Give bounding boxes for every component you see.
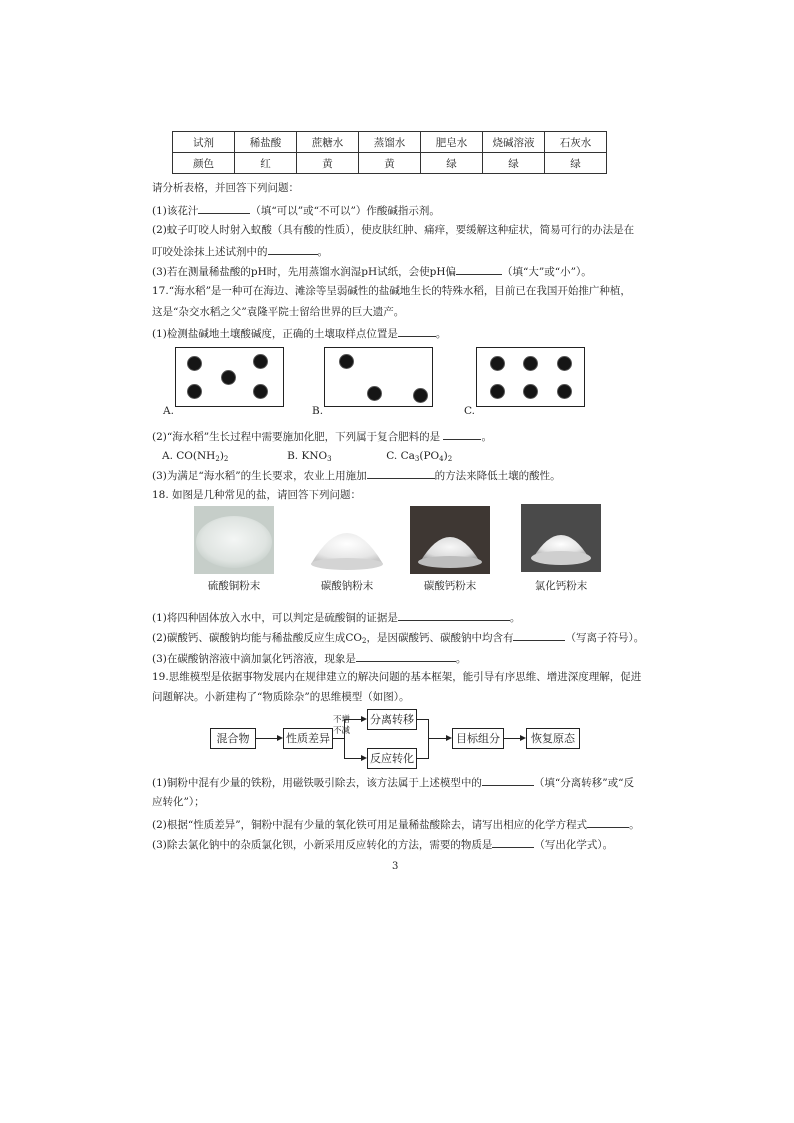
answer-blank[interactable] bbox=[398, 325, 436, 337]
sampling-point bbox=[222, 371, 235, 384]
q19-stem-line1: 19.思维模型是依据事物发展内在规律建立的解决问题的基本框架，能引导有序思维、增进深度理解，促进 bbox=[152, 671, 642, 683]
sampling-point bbox=[524, 385, 537, 398]
table-cell: 肥皂水 bbox=[421, 132, 483, 153]
fertilizer-option-b: B. $KNO_3$ bbox=[287, 450, 332, 463]
sampling-point bbox=[340, 355, 353, 368]
answer-blank[interactable] bbox=[482, 774, 534, 786]
flow-node-property-difference: 性质差异 bbox=[283, 728, 333, 749]
q16-part2-line2: 叮咬处涂抹上述试剂中的 。 bbox=[152, 243, 328, 259]
q18-part3: (3)在碳酸钠溶液中滴加氯化钙溶液，现象是 。 bbox=[152, 650, 466, 666]
q19-part1-line2: 应转化”）； bbox=[152, 796, 205, 808]
flow-node-mixture: 混合物 bbox=[210, 728, 256, 749]
sampling-diagram-b bbox=[324, 347, 433, 407]
table-cell: 颜色 bbox=[173, 153, 235, 174]
table-cell: 黄 bbox=[359, 153, 421, 174]
q17-stem-line1: 17.“海水稻”是一种可在海边、滩涂等呈弱碱性的盐碱地生长的特殊水稻，目前已在我国开始推广种植， bbox=[152, 285, 631, 297]
table-cell: 稀盐酸 bbox=[235, 132, 297, 153]
answer-blank[interactable] bbox=[398, 609, 510, 621]
option-c-label: C. bbox=[464, 405, 475, 417]
q17-part3: (3)为满足“海水稻”的生长要求，农业上用施加 的方法来降低土壤的酸性。 bbox=[152, 467, 561, 483]
sampling-point bbox=[188, 385, 201, 398]
answer-blank[interactable] bbox=[587, 816, 629, 828]
flow-node-separation-transfer: 分离转移 bbox=[367, 709, 417, 730]
q16-part2-line1: (2)蚊子叮咬人时射入蚁酸（具有酸的性质），使皮肤红肿、痛痒，要缓解这种症状，简易可行的办法是在 bbox=[152, 224, 635, 236]
q17-stem-line2: 这是“杂交水稻之父”袁隆平院士留给世界的巨大遗产。 bbox=[152, 306, 405, 318]
flow-node-restore-state: 恢复原态 bbox=[526, 728, 580, 749]
table-cell: 蒸馏水 bbox=[359, 132, 421, 153]
table-cell: 烧碱溶液 bbox=[483, 132, 545, 153]
flow-node-reaction-conversion: 反应转化 bbox=[367, 748, 417, 769]
flow-note-no-add: 不增 bbox=[333, 715, 351, 725]
answer-blank[interactable] bbox=[268, 243, 318, 255]
caption-copper-sulfate: 硫酸铜粉末 bbox=[207, 580, 261, 592]
sampling-point bbox=[558, 385, 571, 398]
table-cell: 绿 bbox=[421, 153, 483, 174]
sampling-point bbox=[254, 385, 267, 398]
page-number: 3 bbox=[392, 861, 399, 872]
answer-blank[interactable] bbox=[198, 202, 250, 214]
flow-connector bbox=[428, 719, 429, 759]
q16-part3: (3)若在测量稀盐酸的pH时，先用蒸馏水润湿pH试纸，会使pH偏 （填“大”或“小”）。 bbox=[152, 263, 592, 279]
answer-blank[interactable] bbox=[513, 629, 565, 641]
table-row bbox=[173, 153, 607, 174]
option-b-label: B. bbox=[312, 405, 324, 417]
answer-blank[interactable] bbox=[356, 650, 456, 662]
caption-calcium-chloride: 氯化钙粉末 bbox=[534, 580, 588, 592]
answer-blank[interactable] bbox=[456, 263, 502, 275]
flow-connector bbox=[332, 738, 344, 739]
sampling-diagram-a bbox=[175, 347, 284, 407]
calcium-carbonate-powder-image bbox=[410, 506, 490, 574]
q17-fertilizer-options bbox=[162, 449, 452, 466]
copper-sulfate-powder-image bbox=[194, 506, 274, 574]
flow-connector bbox=[503, 738, 520, 739]
q19-part2: (2)根据“性质差异”，铜粉中混有少量的氧化铁可用足量稀盐酸除去，请写出相应的化学方程式 。 bbox=[152, 816, 640, 832]
q19-part3: (3)除去氯化钠中的杂质氯化钡，小新采用反应转化的方法，需要的物质是 （写出化学式）。 bbox=[152, 836, 613, 852]
sampling-point bbox=[188, 357, 201, 370]
table-header-row bbox=[173, 132, 607, 153]
answer-blank[interactable] bbox=[367, 467, 435, 479]
q18-part2: (2)碳酸钙、碳酸钠均能与稀盐酸反应生成$CO_2$，是因碳酸钙、碳酸钠中均含有 （写离子符号）。 bbox=[152, 629, 644, 648]
option-a-label: A. bbox=[163, 405, 174, 417]
answer-blank[interactable] bbox=[443, 428, 481, 440]
sampling-point bbox=[414, 389, 427, 402]
q17-part2: (2)“海水稻”生长过程中需要施加化肥，下列属于复合肥料的是 。 bbox=[152, 428, 492, 444]
table-cell: 试剂 bbox=[173, 132, 235, 153]
table-cell: 石灰水 bbox=[545, 132, 607, 153]
q19-part1-line1: (1)铜粉中混有少量的铁粉，用磁铁吸引除去，该方法属于上述模型中的 （填“分离转移”或“反 bbox=[152, 774, 634, 790]
calcium-chloride-powder-image bbox=[521, 504, 601, 572]
table-cell: 黄 bbox=[297, 153, 359, 174]
q16-part1: (1)该花汁 （填“可以”或“不可以”）作酸碱指示剂。 bbox=[152, 202, 440, 218]
table-cell: 蔗糖水 bbox=[297, 132, 359, 153]
sampling-point bbox=[524, 357, 537, 370]
flow-connector bbox=[416, 758, 428, 759]
table-cell: 绿 bbox=[545, 153, 607, 174]
flow-connector bbox=[416, 719, 428, 720]
fertilizer-option-a: A. $CO(NH_2)_2$ bbox=[162, 450, 229, 463]
q17-part1: (1)检测盐碱地土壤酸碱度，正确的土壤取样点位置是 。 bbox=[152, 325, 446, 341]
sampling-point bbox=[558, 357, 571, 370]
sampling-diagram-c bbox=[476, 347, 585, 407]
flow-connector bbox=[255, 738, 277, 739]
caption-sodium-carbonate: 碳酸钠粉末 bbox=[320, 580, 374, 592]
sodium-carbonate-powder-image bbox=[307, 506, 387, 574]
table-cell: 红 bbox=[235, 153, 297, 174]
q16-intro: 请分析表格，并回答下列问题： bbox=[152, 182, 299, 194]
sampling-point bbox=[254, 355, 267, 368]
fertilizer-option-c: C. $Ca_3(PO_4)_2$ bbox=[386, 450, 453, 463]
q18-intro: 18. 如图是几种常见的盐，请回答下列问题： bbox=[152, 489, 362, 501]
flow-connector bbox=[344, 758, 362, 759]
sampling-point bbox=[368, 387, 381, 400]
reagent-color-table bbox=[172, 131, 607, 174]
answer-blank[interactable] bbox=[492, 836, 534, 848]
table-cell: 绿 bbox=[483, 153, 545, 174]
q19-stem-line2: 问题解决。小新建构了“物质除杂”的思维模型（如图）。 bbox=[152, 691, 410, 703]
flow-note-no-reduce: 不减 bbox=[333, 726, 351, 736]
flow-connector bbox=[428, 738, 446, 739]
sampling-point bbox=[491, 357, 504, 370]
caption-calcium-carbonate: 碳酸钙粉末 bbox=[423, 580, 477, 592]
sampling-point bbox=[491, 385, 504, 398]
q18-part1: (1)将四种固体放入水中，可以判定是硫酸铜的证据是 。 bbox=[152, 609, 520, 625]
flow-node-target-component: 目标组分 bbox=[452, 728, 504, 749]
